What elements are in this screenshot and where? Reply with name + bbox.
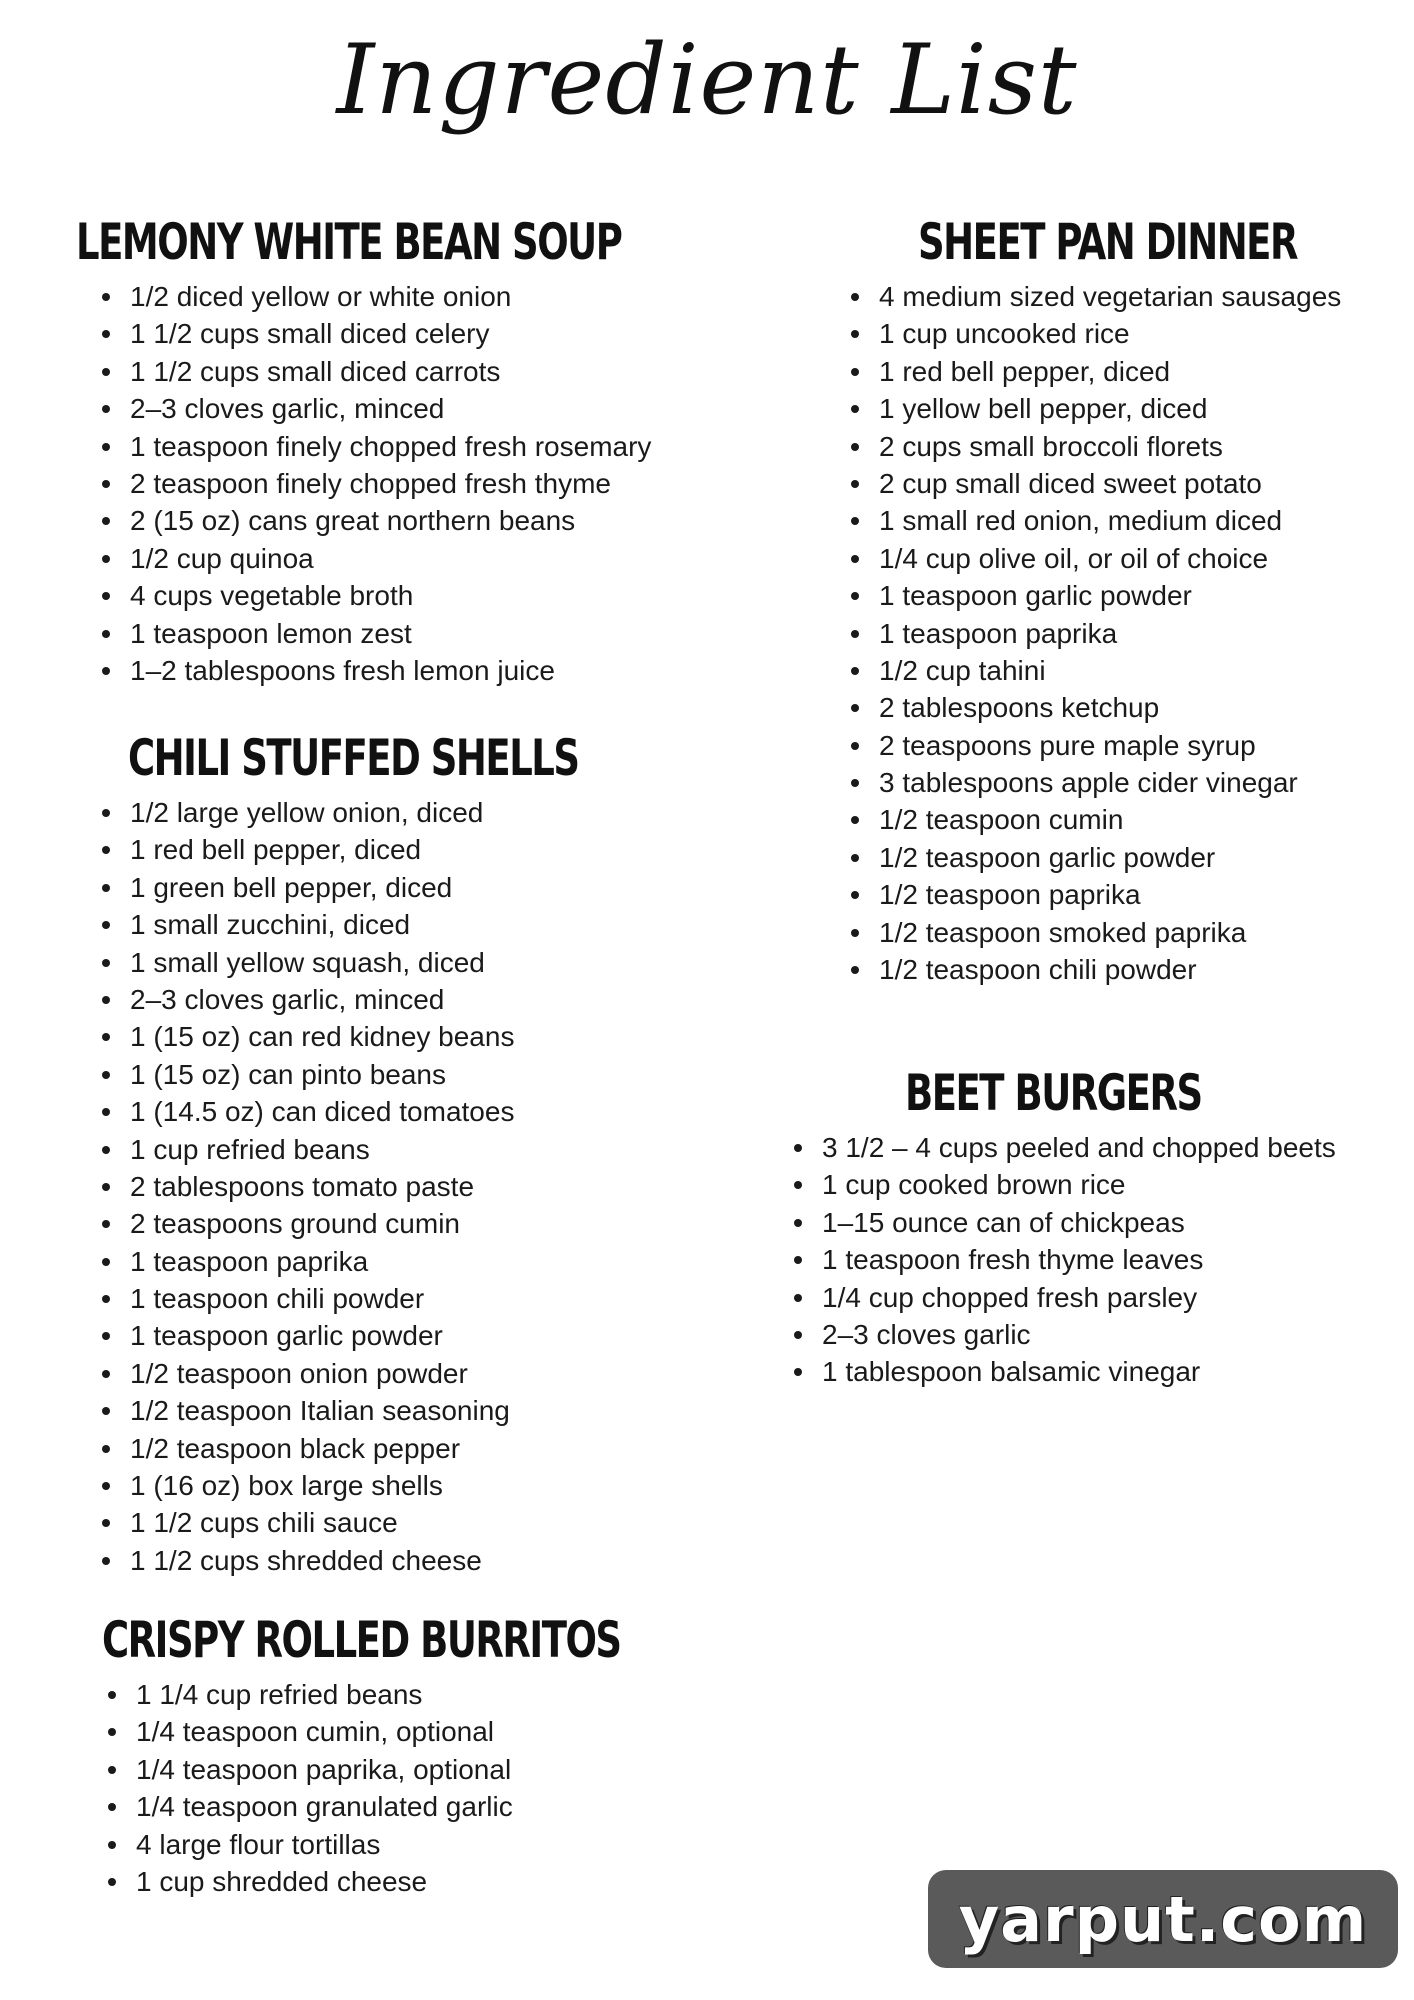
ingredient-text: 1 tablespoon balsamic vinegar [822,1356,1201,1388]
ingredient-text: 1 teaspoon finely chopped fresh rosemary [130,430,652,462]
ingredient-item [102,1280,737,1317]
ingredient-item [794,1241,1336,1278]
ingredient-item [102,1093,737,1130]
ingredient-item [108,1863,803,1900]
ingredient-item [851,801,1414,838]
ingredient-text: 1 1/4 cup refried beans [136,1679,423,1710]
ingredient-item [851,951,1414,988]
bullet-icon [102,1445,110,1453]
ingredient-text: 1/2 cup quinoa [130,542,314,574]
ingredient-item [108,1826,803,1863]
ingredient-text: 1 teaspoon lemon zest [130,617,412,649]
recipe-section-beet-burgers [768,1063,1336,1391]
ingredient-item [794,1166,1336,1203]
ingredient-item [102,1243,737,1280]
bullet-icon [102,1071,110,1079]
ingredient-text: 4 cups vegetable broth [130,580,414,612]
bullet-icon [851,405,859,413]
ingredient-item [102,1168,737,1205]
ingredient-item [851,540,1414,577]
ingredient-text: 1 (15 oz) can red kidney beans [130,1021,515,1053]
ingredient-list [794,1129,1336,1391]
ingredient-text: 1/2 cup tahini [879,654,1046,686]
ingredient-item [102,502,813,539]
ingredient-item [108,1751,803,1788]
ingredient-item [851,764,1414,801]
ingredient-item [102,794,737,831]
bullet-icon [102,667,110,675]
ingredient-text: 1 small zucchini, diced [130,909,411,941]
ingredient-text: 1–2 tablespoons fresh lemon juice [130,654,555,686]
bullet-icon [102,443,110,451]
bullet-icon [102,1557,110,1565]
ingredient-item [102,1504,737,1541]
bullet-icon [102,921,110,929]
bullet-icon [108,1841,116,1849]
bullet-icon [102,405,110,413]
ingredient-text: 2–3 cloves garlic, minced [130,983,445,1015]
watermark-logo: yarput.com [928,1870,1398,1968]
ingredient-text: 2 cups small broccoli florets [879,430,1223,462]
ingredient-text: 2 (15 oz) cans great northern beans [130,505,576,537]
bullet-icon [851,854,859,862]
ingredient-text: 2 teaspoons ground cumin [130,1208,460,1240]
bullet-icon [794,1294,802,1302]
bullet-icon [794,1256,802,1264]
bullet-icon [851,742,859,750]
ingredient-item [102,1317,737,1354]
ingredient-item [102,465,813,502]
ingredient-text: 4 medium sized vegetarian sausages [879,281,1342,312]
ingredient-item [108,1713,803,1750]
ingredient-text: 1 (15 oz) can pinto beans [130,1058,446,1090]
ingredient-text: 1/2 large yellow onion, diced [130,797,484,828]
ingredient-item [851,465,1414,502]
ingredient-item [102,577,813,614]
ingredient-item [794,1129,1336,1166]
ingredient-item [102,1355,737,1392]
ingredient-item [102,353,813,390]
ingredient-list [102,794,737,1579]
ingredient-item [102,652,813,689]
bullet-icon [102,368,110,376]
bullet-icon [851,330,859,338]
ingredient-text: 1/4 teaspoon granulated garlic [136,1791,513,1823]
ingredient-item [102,831,737,868]
bullet-icon [102,592,110,600]
ingredient-item [794,1316,1336,1353]
bullet-icon [851,592,859,600]
bullet-icon [851,630,859,638]
bullet-icon [102,480,110,488]
ingredient-text: 1 1/2 cups chili sauce [130,1507,398,1539]
section-heading: SHEET PAN DINNER [918,213,1297,271]
ingredient-text: 2 tablespoons ketchup [879,692,1160,724]
ingredient-text: 1 cup cooked brown rice [822,1169,1126,1201]
bullet-icon [102,1183,110,1191]
bullet-icon [794,1181,802,1189]
bullet-icon [102,555,110,563]
ingredient-text: 2–3 cloves garlic, minced [130,393,445,425]
ingredient-item [102,1131,737,1168]
ingredient-text: 2 teaspoons pure maple syrup [879,729,1256,761]
section-heading: CRISPY ROLLED BURRITOS [102,1611,621,1669]
ingredient-text: 1/2 teaspoon smoked paprika [879,916,1247,948]
ingredient-text: 1 teaspoon paprika [130,1245,369,1277]
ingredient-text: 2–3 cloves garlic [822,1318,1031,1350]
ingredient-text: 2 tablespoons tomato paste [130,1170,475,1202]
bullet-icon [102,1295,110,1303]
ingredient-text: 3 1/2 – 4 cups peeled and chopped beets [822,1132,1336,1163]
recipe-section-chili-stuffed-shells [76,728,737,1579]
ingredient-text: 1 red bell pepper, diced [879,355,1171,387]
ingredient-item [102,428,813,465]
bullet-icon [851,966,859,974]
ingredient-text: 1 1/2 cups small diced celery [130,318,490,350]
ingredient-text: 1/4 cup olive oil, or oil of choice [879,542,1269,574]
bullet-icon [102,1407,110,1415]
ingredient-text: 1/2 teaspoon black pepper [130,1432,461,1464]
ingredient-text: 2 cup small diced sweet potato [879,467,1262,499]
bullet-icon [102,1370,110,1378]
ingredient-item [794,1204,1336,1241]
bullet-icon [851,891,859,899]
ingredient-text: 1/2 teaspoon garlic powder [879,841,1216,873]
ingredient-item [102,390,813,427]
ingredient-text: 1 (16 oz) box large shells [130,1470,443,1502]
ingredient-item [102,981,737,1018]
bullet-icon [102,1033,110,1041]
ingredient-item [102,1056,737,1093]
ingredient-list [108,1676,803,1900]
ingredient-item [108,1676,803,1713]
ingredient-item [102,906,737,943]
bullet-icon [108,1878,116,1886]
ingredient-item [102,1430,737,1467]
ingredient-item [851,876,1414,913]
ingredient-item [102,1542,737,1579]
ingredient-text: 1/2 diced yellow or white onion [130,281,512,312]
ingredient-text: 1 small red onion, medium diced [879,505,1283,537]
bullet-icon [794,1331,802,1339]
ingredient-item [851,914,1414,951]
bullet-icon [102,996,110,1004]
ingredient-item [851,615,1414,652]
ingredient-item [851,428,1414,465]
bullet-icon [108,1691,116,1699]
bullet-icon [851,443,859,451]
bullet-icon [102,846,110,854]
bullet-icon [102,1220,110,1228]
recipe-section-lemony-white-bean-soup [76,212,813,689]
ingredient-item [102,278,813,315]
ingredient-text: 1 cup uncooked rice [879,318,1130,350]
bullet-icon [851,368,859,376]
bullet-icon [851,667,859,675]
bullet-icon [102,1258,110,1266]
bullet-icon [102,293,110,301]
ingredient-list [102,278,813,689]
ingredient-item [851,577,1414,614]
recipe-section-crispy-rolled-burritos [76,1610,803,1900]
ingredient-text: 1 cup shredded cheese [136,1865,428,1897]
section-heading: LEMONY WHITE BEAN SOUP [76,213,622,271]
ingredient-item [794,1279,1336,1316]
bullet-icon [851,816,859,824]
ingredient-text: 1 teaspoon chili powder [130,1283,425,1315]
ingredient-text: 4 large flour tortillas [136,1828,381,1860]
section-heading: BEET BURGERS [905,1064,1202,1122]
ingredient-text: 1/4 teaspoon cumin, optional [136,1716,495,1748]
ingredient-item [851,839,1414,876]
ingredient-text: 1/2 teaspoon chili powder [879,954,1197,986]
bullet-icon [851,779,859,787]
ingredient-text: 1 red bell pepper, diced [130,834,422,866]
bullet-icon [851,517,859,525]
bullet-icon [102,809,110,817]
ingredient-text: 2 teaspoon finely chopped fresh thyme [130,467,611,499]
bullet-icon [102,330,110,338]
page-title: Ingredient List [336,24,1078,136]
ingredient-text: 1/4 teaspoon paprika, optional [136,1753,512,1785]
bullet-icon [102,959,110,967]
ingredient-item [102,869,737,906]
bullet-icon [108,1803,116,1811]
bullet-icon [102,1108,110,1116]
ingredient-item [102,315,813,352]
ingredient-text: 1 small yellow squash, diced [130,946,485,978]
ingredient-text: 1 teaspoon paprika [879,617,1118,649]
bullet-icon [102,630,110,638]
ingredient-text: 1 yellow bell pepper, diced [879,393,1208,425]
ingredient-text: 1 cup refried beans [130,1133,370,1165]
bullet-icon [794,1368,802,1376]
bullet-icon [108,1766,116,1774]
ingredient-text: 1 teaspoon garlic powder [879,580,1192,612]
ingredient-text: 1 1/2 cups small diced carrots [130,355,501,387]
bullet-icon [794,1219,802,1227]
ingredient-text: 1 teaspoon garlic powder [130,1320,443,1352]
ingredient-text: 1 green bell pepper, diced [130,871,453,903]
bullet-icon [851,929,859,937]
ingredient-text: 1/2 teaspoon cumin [879,804,1124,836]
bullet-icon [794,1144,802,1152]
recipe-section-sheet-pan-dinner [826,212,1414,988]
ingredient-item [102,615,813,652]
ingredient-item [851,689,1414,726]
ingredient-item [851,278,1414,315]
bullet-icon [102,884,110,892]
bullet-icon [102,1332,110,1340]
ingredient-item [851,353,1414,390]
ingredient-text: 1/2 teaspoon Italian seasoning [130,1395,510,1427]
ingredient-text: 1/2 teaspoon onion powder [130,1357,468,1389]
ingredient-item [851,390,1414,427]
bullet-icon [851,480,859,488]
ingredient-item [102,1018,737,1055]
section-heading: CHILI STUFFED SHELLS [128,729,579,787]
bullet-icon [102,1146,110,1154]
ingredient-item [851,502,1414,539]
ingredient-text: 1 (14.5 oz) can diced tomatoes [130,1096,515,1128]
bullet-icon [102,1482,110,1490]
ingredient-text: 1–15 ounce can of chickpeas [822,1206,1185,1238]
ingredient-text: 1 1/2 cups shredded cheese [130,1544,482,1576]
ingredient-item [102,1205,737,1242]
bullet-icon [851,293,859,301]
ingredient-item [102,1392,737,1429]
bullet-icon [851,555,859,563]
ingredient-text: 1/2 teaspoon paprika [879,879,1141,911]
ingredient-text: 3 tablespoons apple cider vinegar [879,767,1298,799]
ingredient-text: 1/4 cup chopped fresh parsley [822,1281,1198,1313]
ingredient-text: 1 teaspoon fresh thyme leaves [822,1244,1204,1276]
ingredient-item [851,727,1414,764]
ingredient-item [851,315,1414,352]
ingredient-item [102,540,813,577]
ingredient-list [851,278,1414,988]
ingredient-item [794,1353,1336,1390]
ingredient-item [108,1788,803,1825]
ingredient-item [102,1467,737,1504]
ingredient-item [102,944,737,981]
bullet-icon [102,517,110,525]
ingredient-item [851,652,1414,689]
bullet-icon [108,1728,116,1736]
bullet-icon [102,1519,110,1527]
bullet-icon [851,704,859,712]
